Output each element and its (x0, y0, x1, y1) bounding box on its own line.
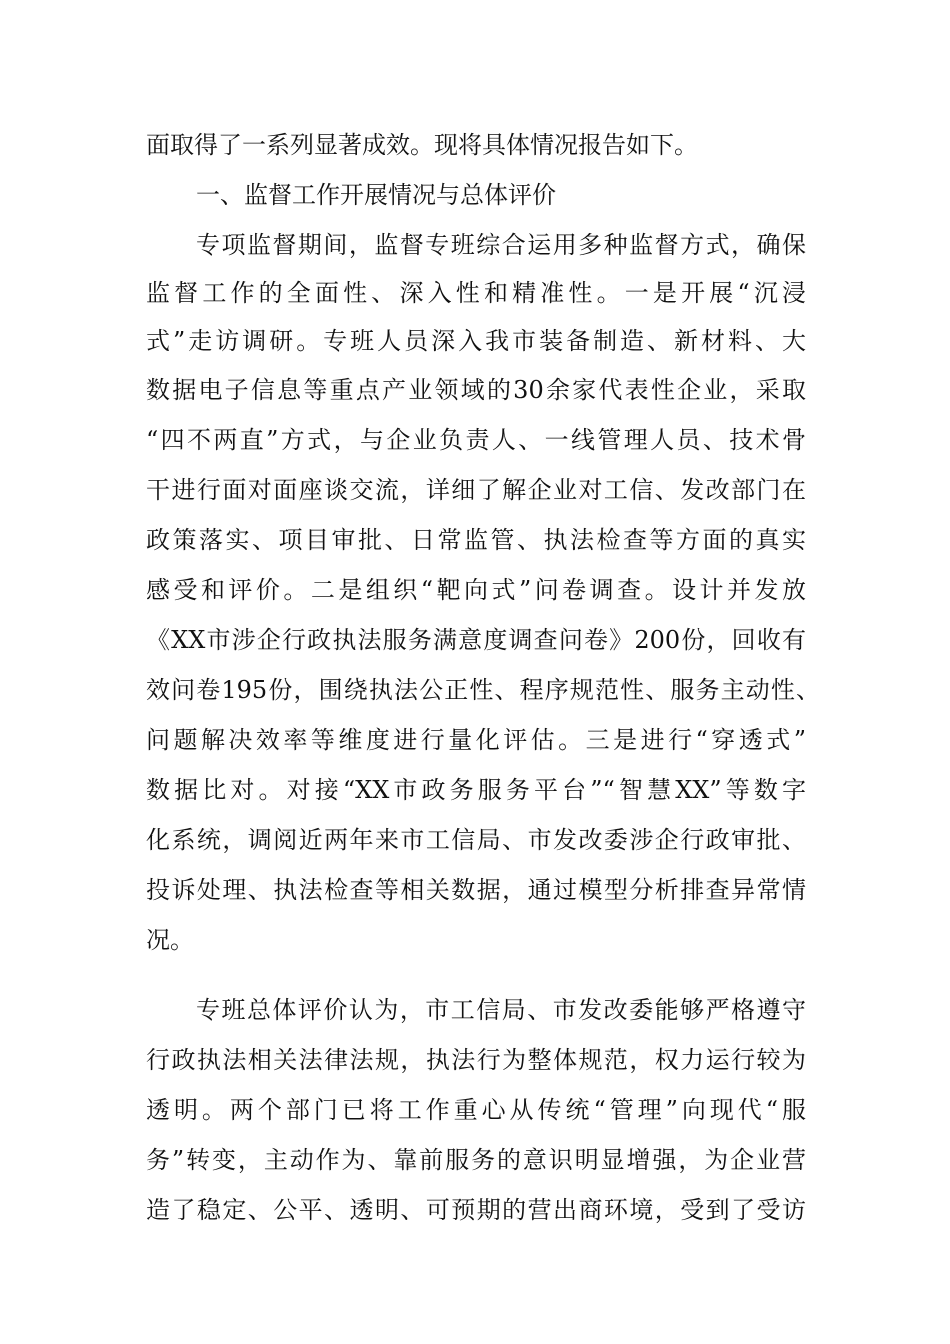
text-line: 务”转变，主动作为、靠前服务的意识明显增强，为企业营 (146, 1146, 806, 1174)
text-line: 数据电子信息等重点产业领域的30余家代表性企业，采取 (146, 376, 806, 404)
text-line: 专班总体评价认为，市工信局、市发改委能够严格遵守 (196, 996, 806, 1024)
text-line: “四不两直”方式，与企业负责人、一线管理人员、技术骨 (146, 426, 806, 454)
text-line: 干进行面对面座谈交流，详细了解企业对工信、发改部门在 (146, 476, 806, 504)
text-line: 透明。两个部门已将工作重心从传统“管理”向现代“服 (146, 1096, 806, 1124)
text-line: 式”走访调研。专班人员深入我市装备制造、新材料、大 (146, 327, 806, 355)
text-line: 感受和评价。二是组织“靶向式”问卷调查。设计并发放 (146, 576, 806, 604)
text-line: 行政执法相关法律法规，执法行为整体规范，权力运行较为 (146, 1046, 806, 1074)
text-line: 化系统，调阅近两年来市工信局、市发改委涉企行政审批、 (146, 826, 806, 854)
text-line: 面取得了一系列显著成效。现将具体情况报告如下。 (146, 131, 698, 159)
section-heading: 一、监督工作开展情况与总体评价 (196, 181, 556, 209)
text-line: 效问卷195份，围绕执法公正性、程序规范性、服务主动性、 (146, 676, 820, 704)
text-line: 《XX市涉企行政执法服务满意度调查问卷》200份，回收有 (146, 626, 806, 654)
text-line: 造了稳定、公平、透明、可预期的营出商环境，受到了受访 (146, 1196, 806, 1224)
text-line: 况。 (146, 926, 194, 954)
text-line: 监督工作的全面性、深入性和精准性。一是开展“沉浸 (146, 279, 806, 307)
text-line: 专项监督期间，监督专班综合运用多种监督方式，确保 (196, 231, 806, 259)
text-line: 数据比对。对接“XX市政务服务平台”“智慧XX”等数字 (146, 776, 806, 804)
text-line: 投诉处理、执法检查等相关数据，通过模型分析排查异常情 (146, 876, 806, 904)
text-line: 政策落实、项目审批、日常监管、执法检查等方面的真实 (146, 526, 806, 554)
text-line: 问题解决效率等维度进行量化评估。三是进行“穿透式” (146, 726, 806, 754)
